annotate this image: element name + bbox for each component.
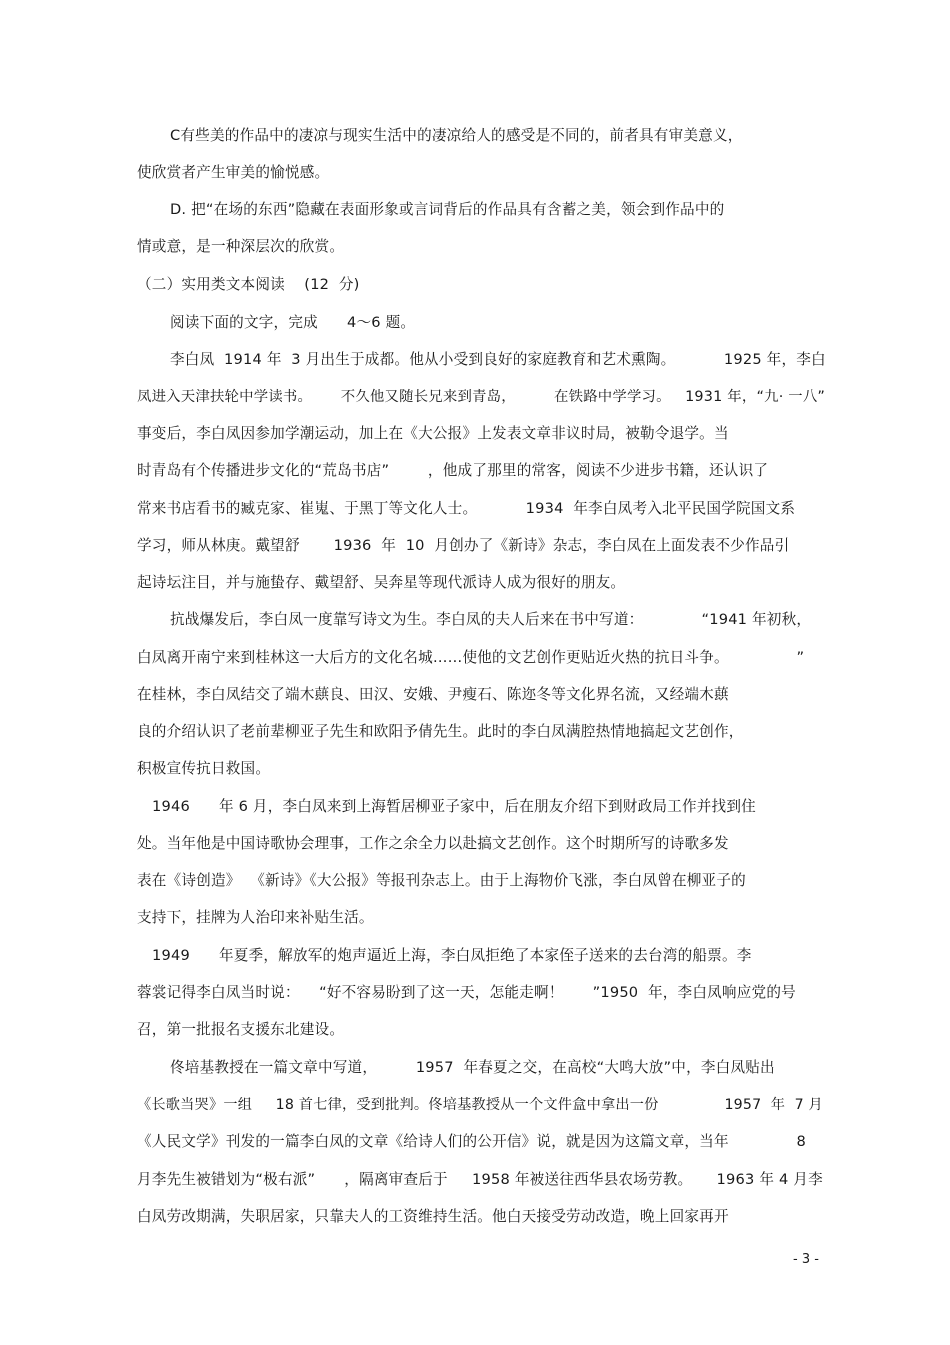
text-line: 召，第一批报名支援东北建设。 [137,1021,345,1038]
text-line: 《人民文学》刊发的一篇李白凤的文章《给诗人们的公开信》说，就是因为这篇文章，当年 8 [137,1133,806,1150]
text-line: 使欣赏者产生审美的愉悦感。 [137,164,330,181]
text-line: 阅读下面的文字，完成 4～6 题。 [170,314,416,331]
text-line: 处。当年他是中国诗歌协会理事，工作之余全力以赴搞文艺创作。这个时期所写的诗歌多发 [137,835,729,852]
text-line: 白凤离开南宁来到桂林这一大后方的文化名城……使他的文艺创作更贴近火热的抗日斗争。 ” [137,649,805,666]
text-line: 学习，师从林庚。戴望舒 1936 年 10 月创办了《新诗》杂志，李白凤在上面发表不少作品引 [137,537,790,554]
text-line: 常来书店看书的臧克家、崔嵬、于黑丁等文化人士。 1934 年李白凤考入北平民国学院国文系 [137,500,796,517]
text-line: C有些美的作品中的凄凉与现实生活中的凄凉给人的感受是不同的，前者具有审美意义， [170,127,743,144]
section-heading: （二）实用类文本阅读 (12 分) [137,276,360,293]
text-line: D. 把“在场的东西”隐藏在表面形象或言词背后的作品具有含蓄之美，领会到作品中的 [170,201,725,218]
text-line: 时青岛有个传播进步文化的“荒岛书店” ，他成了那里的常客，阅读不少进步书籍，还认识了 [137,462,769,479]
text-line: 李白凤 1914 年 3 月出生于成都。他从小受到良好的家庭教育和艺术熏陶。 1925 年，李白 [170,351,826,368]
text-line: 白凤劳改期满，失职居家，只靠夫人的工资维持生活。他白天接受劳动改造，晚上回家再开 [137,1208,729,1225]
text-line: 佟培基教授在一篇文章中写道， 1957 年春夏之交，在高校“大鸣大放”中，李白凤贴出 [170,1059,775,1076]
text-line: 抗战爆发后，李白凤一度靠写诗文为生。李白凤的夫人后来在书中写道： “1941 年初秋， [170,611,812,628]
text-line: 1949 年夏季，解放军的炮声逼近上海，李白凤拒绝了本家侄子送来的去台湾的船票。李 [152,947,752,964]
text-line: 事变后，李白凤因参加学潮运动，加上在《大公报》上发表文章非议时局，被勒令退学。当 [137,425,729,442]
text-line: 月李先生被错划为“极右派” ，隔离审查后于 1958 年被送往西华县农场劳教。 1963 年 4 月李 [137,1171,823,1188]
text-line: 1946 年 6 月，李白凤来到上海暂居柳亚子家中，后在朋友介绍下到财政局工作并找到住 [152,798,756,815]
text-line: 《长歌当哭》一组 18 首七律，受到批判。佟培基教授从一个文件盒中拿出一份 1957 年 7 月 [137,1097,823,1113]
text-line: 在桂林，李白凤结交了端木蕻良、田汉、安娥、尹瘦石、陈迩冬等文化界名流，又经端木蕻 [137,686,729,703]
text-line: 支持下，挂牌为人治印来补贴生活。 [137,909,374,926]
text-line: 起诗坛注目，并与施蛰存、戴望舒、吴奔星等现代派诗人成为很好的朋友。 [137,574,626,591]
page-number: - 3 - [793,1252,819,1267]
text-line: 表在《诗创造》 《新诗》《大公报》等报刊杂志上。由于上海物价飞涨，李白凤曾在柳亚子的 [137,872,746,889]
text-line: 凤进入天津扶轮中学读书。 不久他又随长兄来到青岛， 在铁路中学学习。 1931 年，“九· 一八” [137,389,826,405]
text-line: 情或意，是一种深层次的欣赏。 [137,238,345,255]
text-line: 蓉裳记得李白凤当时说： “好不容易盼到了这一天，怎能走啊！ ”1950 年，李白凤响应党的号 [137,984,796,1001]
text-line: 良的介绍认识了老前辈柳亚子先生和欧阳予倩先生。此时的李白凤满腔热情地搞起文艺创作， [137,723,744,740]
text-line: 积极宣传抗日救国。 [137,760,271,777]
